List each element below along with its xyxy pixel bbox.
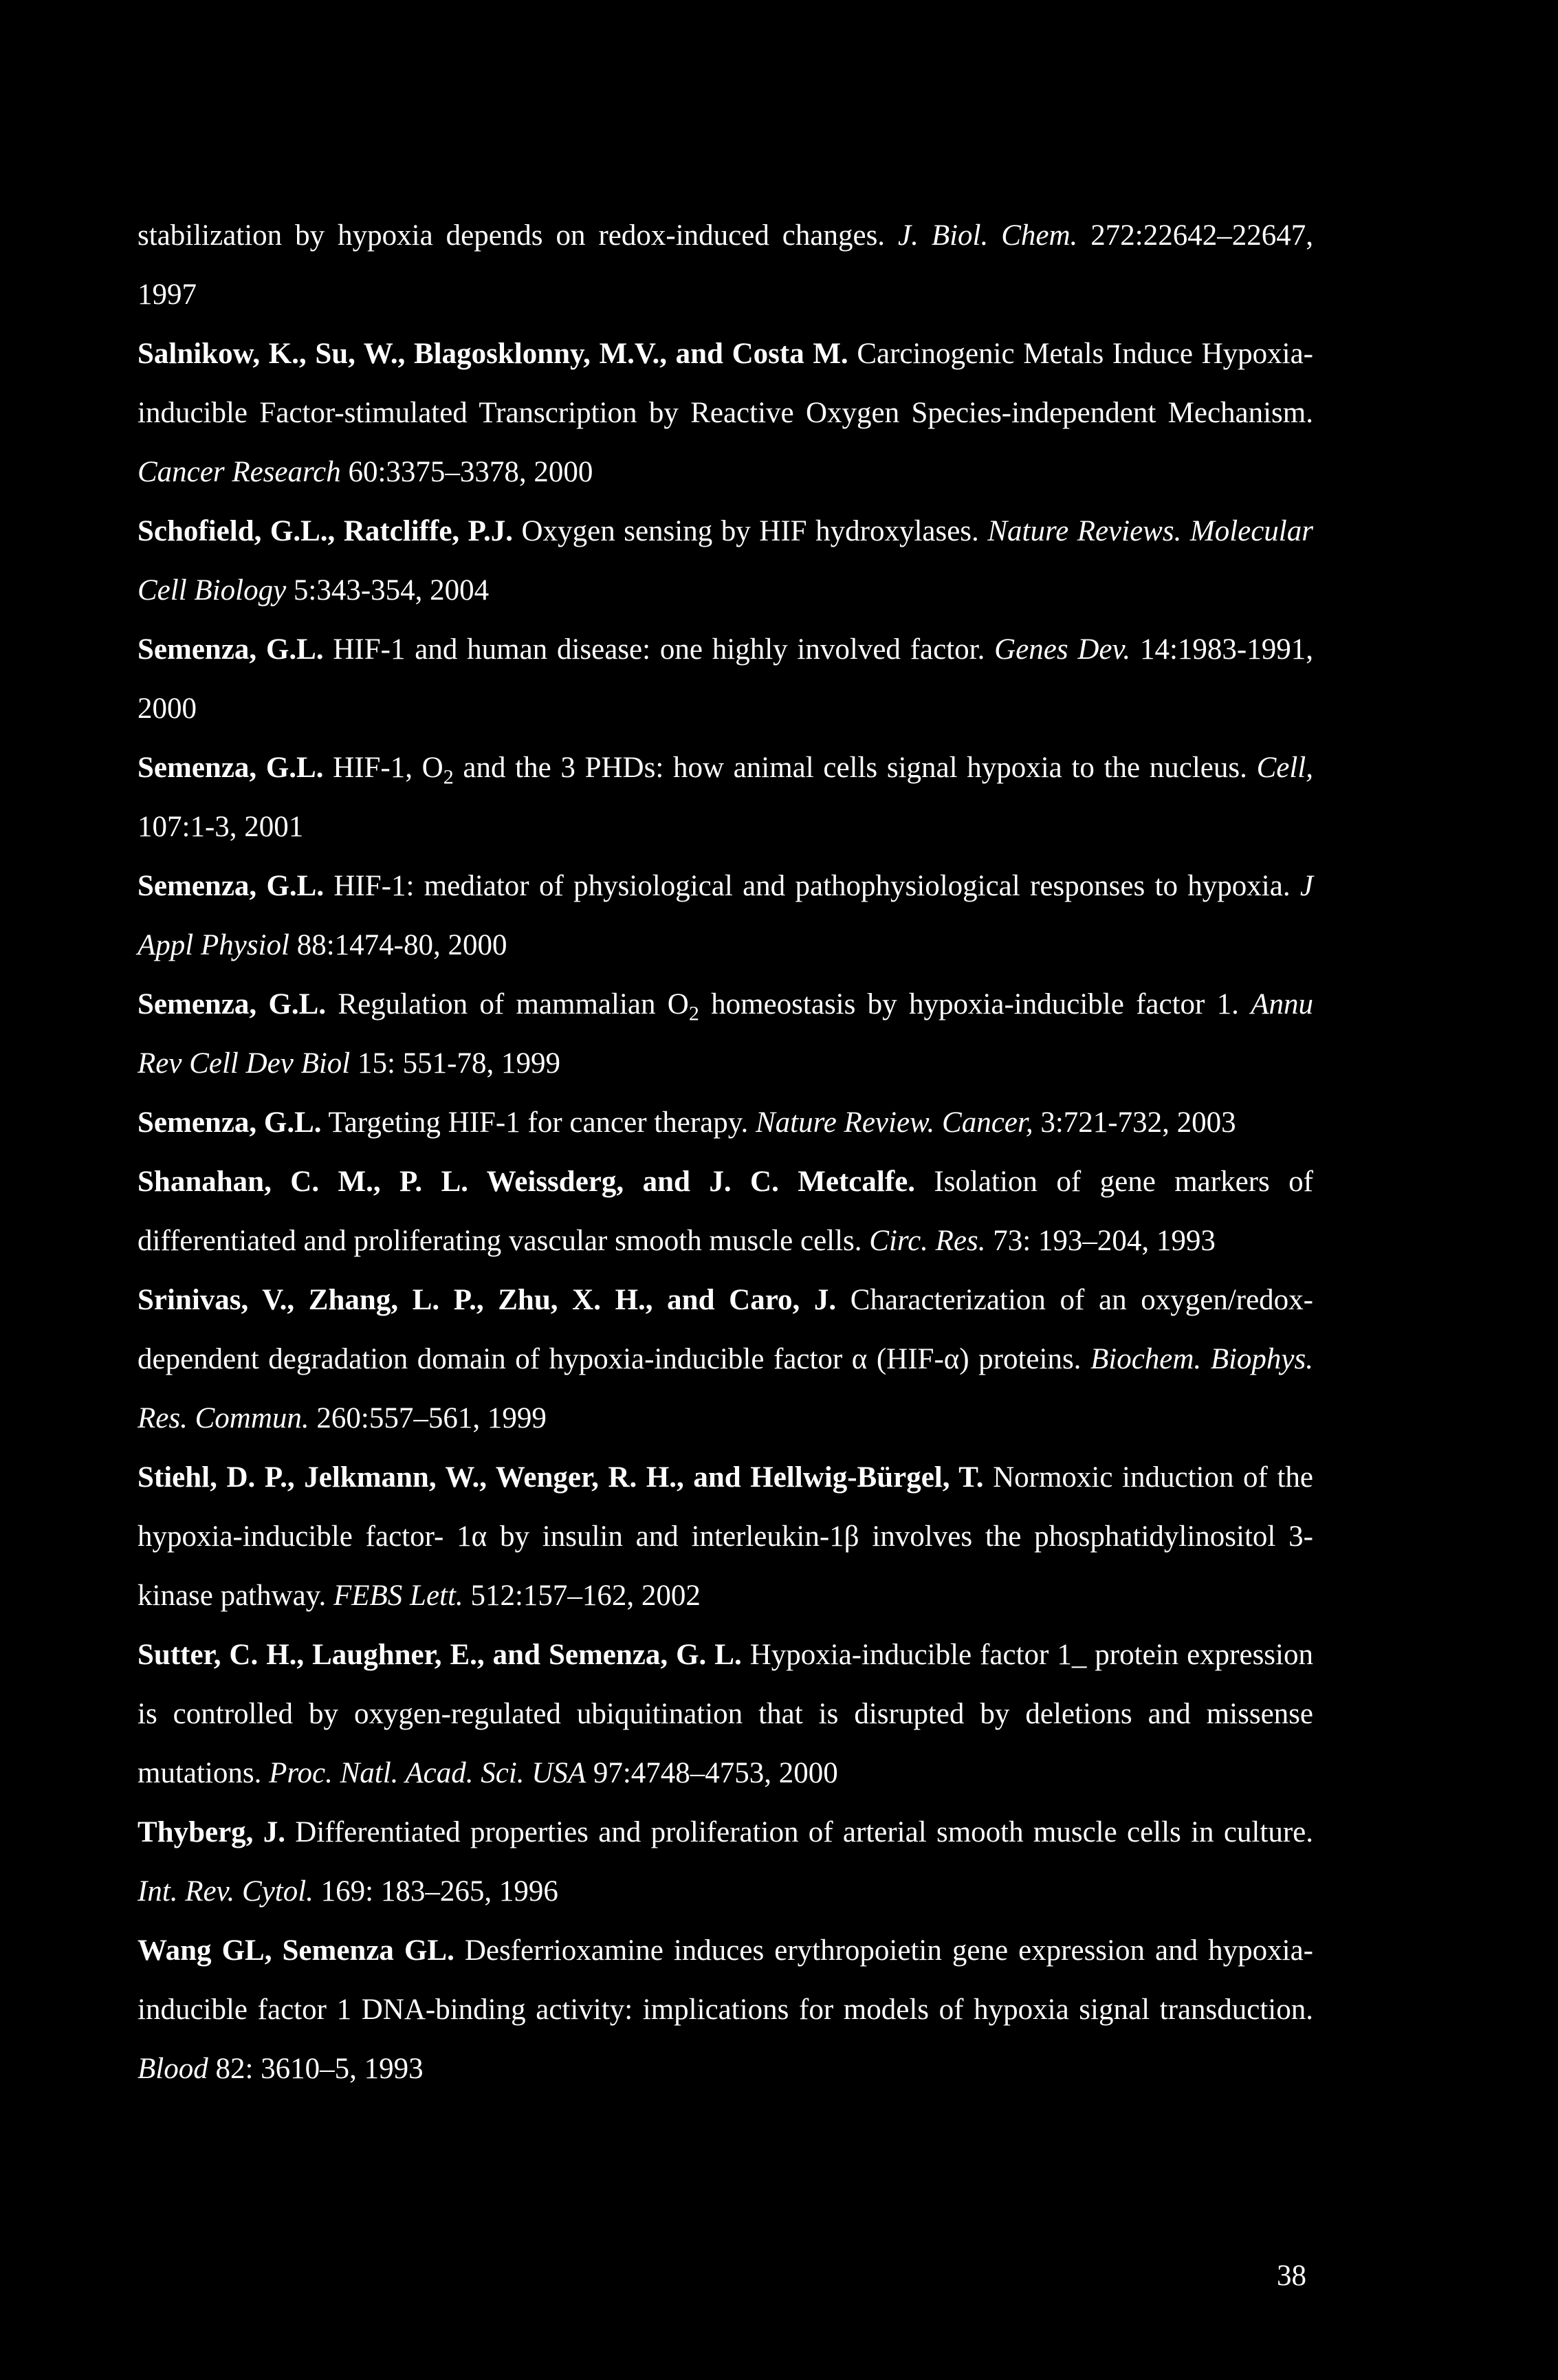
reference-text: stabilization by hypoxia depends on redox-induced changes. xyxy=(138,219,899,252)
reference-authors: Sutter, C. H., Laughner, E., and Semenza, G. L. xyxy=(138,1639,742,1671)
reference-authors: Wang GL, Semenza GL. xyxy=(138,1934,454,1967)
reference-text: Normoxic induction of the hypoxia-inducible factor- 1α by insulin and interleukin-1β involves the phosphatidylinositol 3-kinase pathway. xyxy=(138,1461,1313,1612)
reference-details: 14:1983-1991, 2000 xyxy=(138,633,1313,725)
reference-authors: Salnikow, K., Su, W., Blagosklonny, M.V., and Costa M. xyxy=(138,338,848,370)
reference-details: 3:721-732, 2003 xyxy=(1033,1106,1236,1139)
reference-authors: Semenza, G.L. xyxy=(138,870,325,902)
reference-authors: Semenza, G.L. xyxy=(138,1106,322,1139)
reference-journal: Nature Reviews. Molecular Cell Biology xyxy=(138,515,1313,607)
reference-text: Isolation of gene markers of differentiated and proliferating vascular smooth muscle cells. xyxy=(138,1166,1313,1257)
reference-text: HIF-1 and human disease: one highly involved factor. xyxy=(323,633,995,666)
reference-entry xyxy=(138,1626,1313,1803)
reference-text: and the 3 PHDs: how animal cells signal hypoxia to the nucleus. xyxy=(453,752,1257,784)
reference-journal: Biochem. Biophys. Res. Commun. xyxy=(138,1343,1313,1434)
reference-entry xyxy=(138,206,1313,325)
reference-authors: Stiehl, D. P., Jelkmann, W., Wenger, R. H., and Hellwig-Bürgel, T. xyxy=(138,1461,984,1494)
reference-authors: Srinivas, V., Zhang, L. P., Zhu, X. H., and Caro, J. xyxy=(138,1284,837,1316)
reference-details: 512:157–162, 2002 xyxy=(463,1580,701,1612)
reference-details: 169: 183–265, 1996 xyxy=(313,1875,558,1908)
reference-authors: Schofield, G.L., Ratcliffe, P.J. xyxy=(138,515,514,547)
reference-journal: Cancer Research xyxy=(138,456,341,488)
subscript: 2 xyxy=(688,1002,699,1025)
reference-details: 60:3375–3378, 2000 xyxy=(340,456,593,488)
reference-entry xyxy=(138,1153,1313,1271)
reference-details: 88:1474-80, 2000 xyxy=(289,929,507,961)
reference-text: Carcinogenic Metals Induce Hypoxia-inducible Factor-stimulated Transcription by Reactive Oxygen Species-independent Mechanism. xyxy=(138,338,1313,429)
reference-text: Desferrioxamine induces erythropoietin gene expression and hypoxia-inducible factor 1 DNA-binding activity: implications for models of hypoxia signal transduction. xyxy=(138,1934,1314,2026)
reference-journal: Annu Rev Cell Dev Biol xyxy=(138,988,1313,1080)
reference-details: 272:22642–22647, 1997 xyxy=(138,219,1313,311)
reference-entry xyxy=(138,1093,1313,1153)
reference-text: HIF-1: mediator of physiological and pathophysiological responses to hypoxia. xyxy=(324,870,1300,902)
reference-journal: J Appl Physiol xyxy=(138,870,1313,961)
reference-journal: Blood xyxy=(138,2053,208,2085)
reference-text: Oxygen sensing by HIF hydroxylases. xyxy=(513,515,988,547)
reference-text: Regulation of mammalian O xyxy=(326,988,689,1020)
reference-details: 107:1-3, 2001 xyxy=(138,811,304,843)
reference-journal: J. Biol. Chem. xyxy=(898,219,1078,252)
subscript: 2 xyxy=(443,765,454,789)
reference-details: 97:4748–4753, 2000 xyxy=(586,1757,838,1789)
reference-journal: Int. Rev. Cytol. xyxy=(138,1875,314,1908)
reference-entry xyxy=(138,739,1313,857)
reference-entry xyxy=(138,1803,1313,1921)
reference-details: 73: 193–204, 1993 xyxy=(985,1225,1216,1257)
reference-journal: Genes Dev. xyxy=(994,633,1131,666)
reference-entry xyxy=(138,1271,1313,1448)
reference-entry xyxy=(138,620,1313,739)
reference-entry xyxy=(138,325,1313,502)
reference-authors: Semenza, G.L. xyxy=(138,752,324,784)
reference-authors: Semenza, G.L. xyxy=(138,988,327,1020)
reference-details: 5:343-354, 2004 xyxy=(286,574,490,607)
reference-details: 82: 3610–5, 1993 xyxy=(208,2053,424,2085)
reference-entry xyxy=(138,975,1313,1093)
reference-text: Targeting HIF-1 for cancer therapy. xyxy=(321,1106,756,1139)
reference-entry xyxy=(138,1921,1313,2099)
reference-details: 15: 551-78, 1999 xyxy=(350,1047,561,1080)
page-number: 38 xyxy=(1277,2260,1306,2292)
reference-authors: Thyberg, J. xyxy=(138,1816,285,1848)
reference-text: Hypoxia-inducible factor 1_ protein expression is controlled by oxygen-regulated ubiquitination that is disrupted by deletions and missense mutations. xyxy=(138,1639,1313,1789)
reference-entry xyxy=(138,1448,1313,1626)
reference-list xyxy=(138,206,1313,2099)
reference-text: homeostasis by hypoxia-inducible factor 1. xyxy=(699,988,1251,1020)
reference-journal: Cell, xyxy=(1256,752,1313,784)
reference-text: HIF-1, O xyxy=(323,752,443,784)
reference-journal: Proc. Natl. Acad. Sci. USA xyxy=(269,1757,586,1789)
reference-authors: Shanahan, C. M., P. L. Weissderg, and J. C. Metcalfe. xyxy=(138,1166,915,1198)
reference-details: 260:557–561, 1999 xyxy=(309,1402,547,1434)
reference-authors: Semenza, G.L. xyxy=(138,633,324,666)
reference-journal: FEBS Lett. xyxy=(333,1580,463,1612)
reference-text: Characterization of an oxygen/redox-dependent degradation domain of hypoxia-inducible factor α (HIF-α) proteins. xyxy=(138,1284,1313,1375)
reference-entry xyxy=(138,857,1313,975)
reference-journal: Circ. Res. xyxy=(869,1225,986,1257)
reference-entry xyxy=(138,502,1313,620)
reference-journal: Nature Review. Cancer, xyxy=(755,1106,1033,1139)
reference-text: Differentiated properties and proliferation of arterial smooth muscle cells in culture. xyxy=(285,1816,1313,1848)
